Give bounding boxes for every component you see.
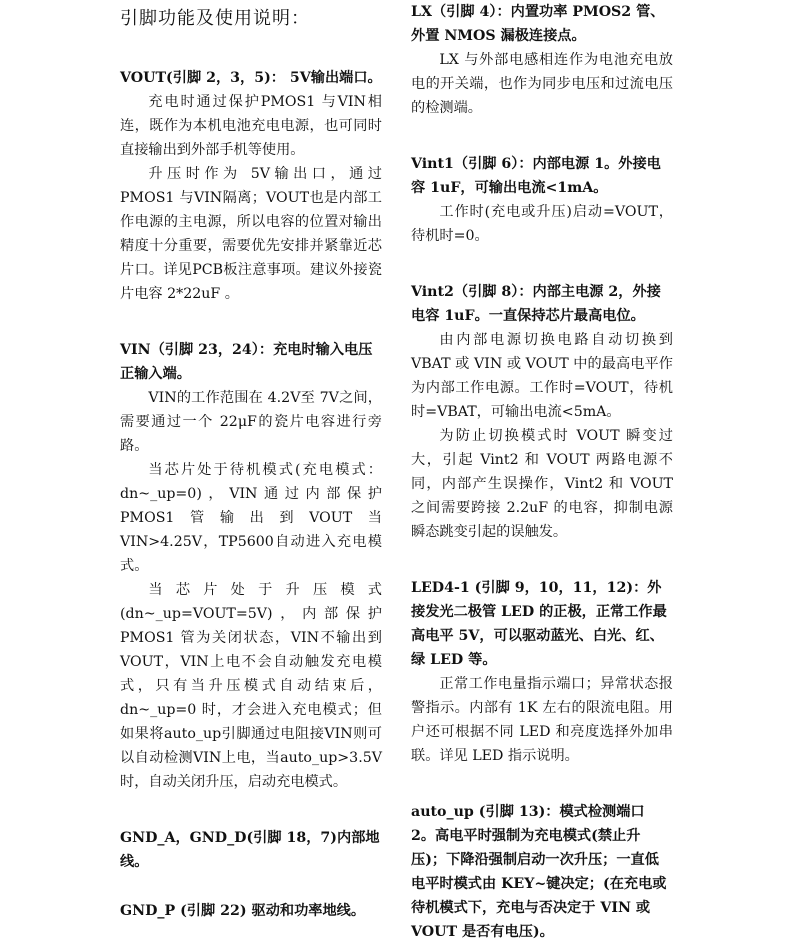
spacer: [120, 874, 382, 899]
section-led: [411, 576, 673, 768]
section-vint2: [411, 280, 673, 544]
spacer: [120, 306, 382, 338]
vint1-paragraph-1: 工作时(充电或升压)启动=VOUT，待机时=0。: [411, 204, 673, 244]
section-lx: [411, 0, 673, 120]
left-column: [120, 0, 382, 923]
section-auto-up: [411, 800, 673, 944]
vout-paragraph-1: 充电时通过保护PMOS1 与VIN相连，既作为本机电池充电电源，也可同时直接输出到外部手机等使用。: [120, 94, 382, 158]
auto-up-heading: auto_up (引脚 13)：模式检测端口 2。高电平时强制为充电模式(禁止升压)；下降沿强制启动一次升压；一直低电平时模式由 KEY~键决定；(在充电或待机模式下，充电与否决定于 VIN 或 VOUT 是否有电压)。: [411, 804, 667, 940]
section-gnd-p: [120, 899, 382, 923]
vin-paragraph-1: VIN的工作范围在 4.2V至 7V之间，需要通过一个 22μF的瓷片电容进行旁路。: [120, 390, 382, 454]
vin-heading: VIN（引脚 23，24）：充电时输入电压正输入端。: [120, 342, 373, 382]
vint1-heading: Vint1（引脚 6）：内部电源 1。外接电容 1uF，可输出电流<1mA。: [411, 156, 661, 196]
right-column: [411, 0, 673, 944]
spacer: [411, 248, 673, 280]
section-vint1: [411, 152, 673, 248]
section-vout: [120, 66, 382, 306]
spacer: [411, 544, 673, 576]
gnd-heading: GND_A，GND_D(引脚 18，7)内部地线。: [120, 830, 380, 870]
gnd-p-heading: GND_P (引脚 22) 驱动和功率地线。: [120, 903, 366, 919]
section-gnd: [120, 826, 382, 874]
vout-heading: VOUT(引脚 2，3，5)： 5V输出端口。: [120, 70, 382, 86]
page-title: 引脚功能及使用说明：: [120, 8, 310, 29]
lx-heading: LX（引脚 4）：内置功率 PMOS2 管、外置 NMOS 漏极连接点。: [411, 4, 665, 44]
spacer: [411, 120, 673, 152]
spacer: [411, 768, 673, 800]
spacer: [120, 794, 382, 826]
vout-paragraph-2: 升压时作为 5V输出口，通过PMOS1 与VIN隔离；VOUT也是内部工作电源的主电源，所以电容的位置对输出精度十分重要，需要优先安排并紧靠近芯片口。详见PCB板注意事项。建议外接瓷片电容 2*22uF 。: [120, 166, 382, 302]
led-heading: LED4-1 (引脚 9，10，11，12)：外接发光二极管 LED 的正极，正常工作最高电平 5V，可以驱动蓝光、白光、红、绿 LED 等。: [411, 580, 667, 668]
lx-paragraph-1: LX 与外部电感相连作为电池充电放电的开关端，也作为同步电压和过流电压的检测端。: [411, 52, 673, 116]
section-vin: [120, 338, 382, 794]
vin-paragraph-2: 当芯片处于待机模式(充电模式：dn~_up=0)，VIN通过内部保护PMOS1管输出到VOUT当VIN>4.25V，TP5600自动进入充电模式。: [120, 462, 382, 574]
vint2-heading: Vint2（引脚 8）：内部主电源 2，外接电容 1uF。一直保持芯片最高电位。: [411, 284, 661, 324]
vint2-paragraph-2: 为防止切换模式时 VOUT 瞬变过大，引起 Vint2 和 VOUT 两路电源不同，内部产生误操作，Vint2 和 VOUT 之间需要跨接 2.2uF 的电容，抑制电源瞬态跳变引起的误触发。: [411, 428, 673, 540]
vin-paragraph-3: 当芯片处于升压模式(dn~_up=VOUT=5V)，内部保护PMOS1 管为关闭状态，VIN不输出到VOUT，VIN上电不会自动触发充电模式，只有当升压模式自动结束后，dn~_up=0 时，才会进入充电模式；但如果将auto_up引脚通过电阻接VIN则可以自动检测VIN上电，当auto_up>3.5V时，自动关闭升压，启动充电模式。: [120, 582, 382, 790]
spacer: [120, 32, 382, 66]
vint2-paragraph-1: 由内部电源切换电路自动切换到VBAT 或 VIN 或 VOUT 中的最高电平作为内部工作电源。工作时=VOUT，待机时=VBAT，可输出电流<5mA。: [411, 332, 673, 420]
led-paragraph-1: 正常工作电量指示端口；异常状态报警指示。内部有 1K 左右的限流电阻。用户还可根据不同 LED 和亮度选择外加串联。详见 LED 指示说明。: [411, 676, 673, 764]
